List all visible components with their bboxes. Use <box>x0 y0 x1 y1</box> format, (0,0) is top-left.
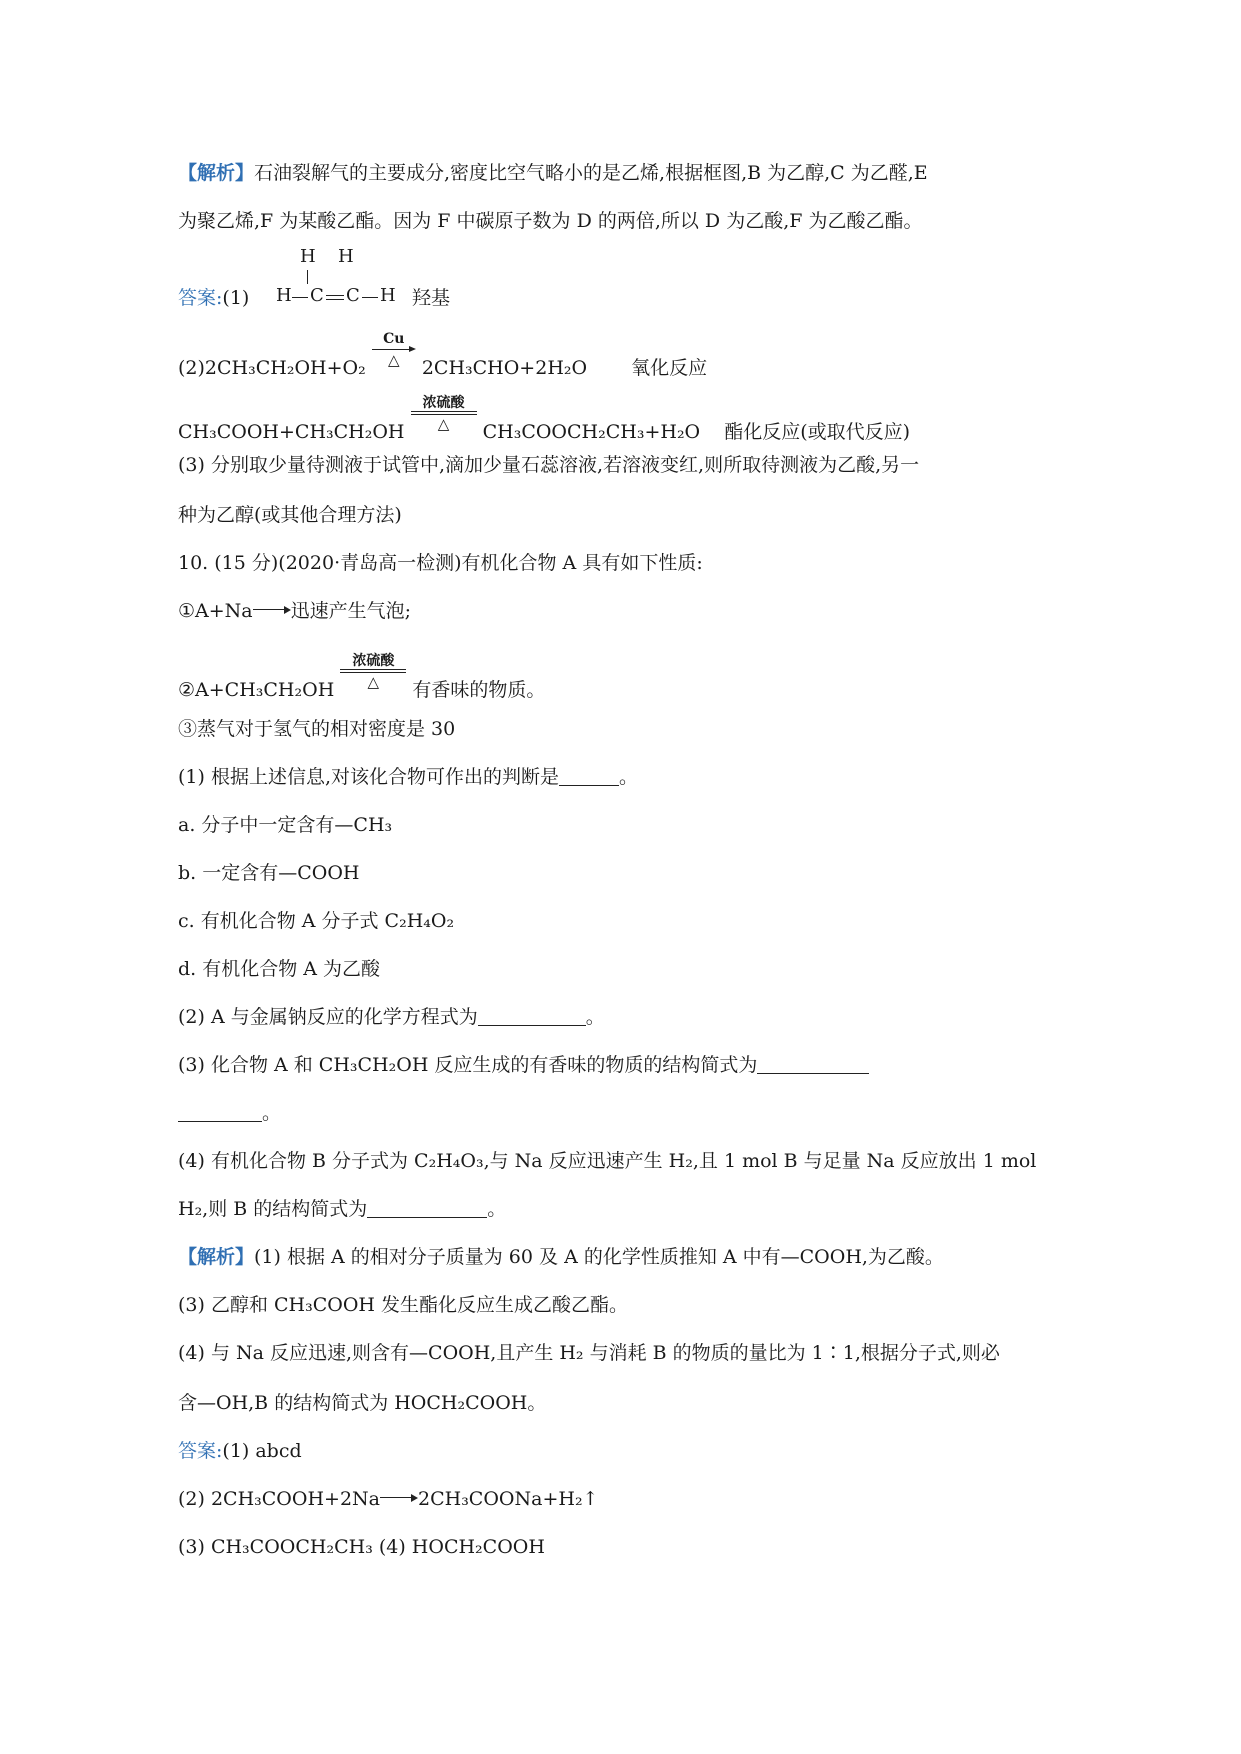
arrow-icon <box>253 606 291 614</box>
answer-blank[interactable] <box>559 765 619 786</box>
question-10-q3: (3) 化合物 A 和 CH₃CH₂OH 反应生成的有香味的物质的结构简式为 <box>178 1052 869 1078</box>
equilibrium-arrow: 浓硫酸 △ <box>340 654 406 689</box>
question-10-q4-line-2: H₂,则 B 的结构简式为 。 <box>178 1198 507 1220</box>
functional-group: 羟基 <box>412 287 451 309</box>
analysis-1-line-2: 为聚乙烯,F 为某酸乙酯。因为 F 中碳原子数为 D 的两倍,所以 D 为乙酸,F 为乙酸乙酯。 <box>178 210 923 232</box>
analysis-2-line-4: 含—OH,B 的结构简式为 HOCH₂COOH。 <box>178 1392 547 1414</box>
option-b: b. 一定含有—COOH <box>178 862 360 884</box>
reaction-arrow: Cu △ <box>372 332 416 367</box>
answer-2-line-2: (2) 2CH₃COOH+2Na 2CH₃COONa+H₂↑ <box>178 1488 599 1510</box>
answer-2-line-1: 答案:(1) abcd <box>178 1440 302 1462</box>
equation-oxidation: (2)2CH₃CH₂OH+O₂ Cu △ 2CH₃CHO+2H₂O 氧化反应 <box>178 331 708 379</box>
equilibrium-arrow: 浓硫酸 △ <box>411 396 477 431</box>
arrow-icon <box>380 1494 418 1502</box>
question-10-q3-cont: 。 <box>178 1100 281 1126</box>
analysis-2-line-3: (4) 与 Na 反应迅速,则含有—COOH,且产生 H₂ 与消耗 B 的物质的量比为 1∶1,根据分子式,则必 <box>178 1342 1000 1364</box>
option-d: d. 有机化合物 A 为乙酸 <box>178 958 381 980</box>
option-c: c. 有机化合物 A 分子式 C₂H₄O₂ <box>178 910 455 932</box>
answer-1-q3-line-2: 种为乙醇(或其他合理方法) <box>178 504 402 526</box>
analysis-2-line-1: 【解析】(1) 根据 A 的相对分子质量为 60 及 A 的化学性质推知 A 中有—COOH,为乙酸。 <box>178 1246 944 1268</box>
analysis-1-line-1: 【解析】石油裂解气的主要成分,密度比空气略小的是乙烯,根据框图,B 为乙醇,C 为乙醛,E <box>178 162 928 184</box>
question-10-q2: (2) A 与金属钠反应的化学方程式为 。 <box>178 1006 605 1028</box>
property-1: ①A+Na 迅速产生气泡; <box>178 600 412 622</box>
document-page: 【解析】石油裂解气的主要成分,密度比空气略小的是乙烯,根据框图,B 为乙醇,C 为乙醛,E 为聚乙烯,F 为某酸乙酯。因为 F 中碳原子数为 D 的两倍,所以 D 为乙酸,F 为乙酸乙酯。 答案:(1) H H H C C H 羟基 (2)2CH₃CH₂OH+O₂ Cu △ 2CH₃CHO+2H₂O 氧化反应 CH₃COOH+CH₃CH₂OH 浓硫酸 △ CH₃COOCH₂CH₃+H₂O 酯化反应(或取代反应) (3) 分别取少量待测液于试管中,滴加少量石蕊溶液,若溶液变红,则所取待测液为乙酸,另一 种为乙醇(或其他合理方法) 10. (15 分)(2020·青岛高一检测)有机化合物 A 具有如下性质: ①A+Na 迅速产生气泡; ②A+CH₃CH₂OH 浓硫酸 △ 有香味的物质。 ③蒸气对于氢气的相对密度是 30 (1) 根据上述信息,对该化合物可作出的判断是 。 a. 分子中一定含有—CH₃ b. 一定含有—COOH c. 有机化合物 A 分子式 C₂H₄O₂ d. 有机化合物 A 为乙酸 (2) A 与金属钠反应的化学方程式为 。 (3) 化合物 A 和 CH₃CH₂OH 反应生成的有香味的物质的结构简式为 。 (4) 有机化合物 B 分子式为 C₂H₄O₃,与 Na 反应迅速产生 H₂,且 1 mol B 与足量 Na 反应放出 1 mol H₂,则 B 的结构简式为 。 【解析】(1) 根据 A 的相对分子质量为 60 及 A 的化学性质推知 A 中有—COOH,为乙酸。 (3) 乙醇和 CH₃COOH 发生酯化反应生成乙酸乙酯。 (4) 与 Na 反应迅速,则含有—COOH,且产生 H₂ 与消耗 B 的物质的量比为 1∶1,根据分子式,则必 含—OH,B 的结构简式为 HOCH₂COOH。 答案:(1) abcd (2) 2CH₃COOH+2Na 2CH₃COONa+H₂↑ (3) CH₃COOCH₂CH₃ (4) HOCH₂COOH <box>178 162 1037 1558</box>
analysis-tag: 【解析】 <box>178 162 255 184</box>
property-2: ②A+CH₃CH₂OH 浓硫酸 △ 有香味的物质。 <box>178 653 546 701</box>
question-10-q1: (1) 根据上述信息,对该化合物可作出的判断是 。 <box>178 766 639 788</box>
analysis-2-line-2: (3) 乙醇和 CH₃COOH 发生酯化反应生成乙酸乙酯。 <box>178 1294 629 1316</box>
answer-2-line-3: (3) CH₃COOCH₂CH₃ (4) HOCH₂COOH <box>178 1536 545 1558</box>
option-a: a. 分子中一定含有—CH₃ <box>178 814 393 836</box>
answer-1-line-1: 答案:(1) <box>178 287 250 309</box>
answer-blank[interactable] <box>367 1197 487 1218</box>
property-3: ③蒸气对于氢气的相对密度是 30 <box>178 718 456 740</box>
answer-label: 答案: <box>178 1440 223 1462</box>
answer-blank[interactable] <box>178 1101 262 1122</box>
equation-esterification: CH₃COOH+CH₃CH₂OH 浓硫酸 △ CH₃COOCH₂CH₃+H₂O 酯化反应(或取代反应) <box>178 395 911 443</box>
answer-blank[interactable] <box>757 1053 869 1074</box>
answer-1-q3-line-1: (3) 分别取少量待测液于试管中,滴加少量石蕊溶液,若溶液变红,则所取待测液为乙酸,另一 <box>178 454 920 476</box>
analysis-tag: 【解析】 <box>178 1246 255 1268</box>
answer-blank[interactable] <box>478 1005 586 1026</box>
question-10-header: 10. (15 分)(2020·青岛高一检测)有机化合物 A 具有如下性质: <box>178 552 703 574</box>
question-10-q4-line-1: (4) 有机化合物 B 分子式为 C₂H₄O₃,与 Na 反应迅速产生 H₂,且 1 mol B 与足量 Na 反应放出 1 mol <box>178 1150 1037 1172</box>
answer-label: 答案: <box>178 287 223 309</box>
